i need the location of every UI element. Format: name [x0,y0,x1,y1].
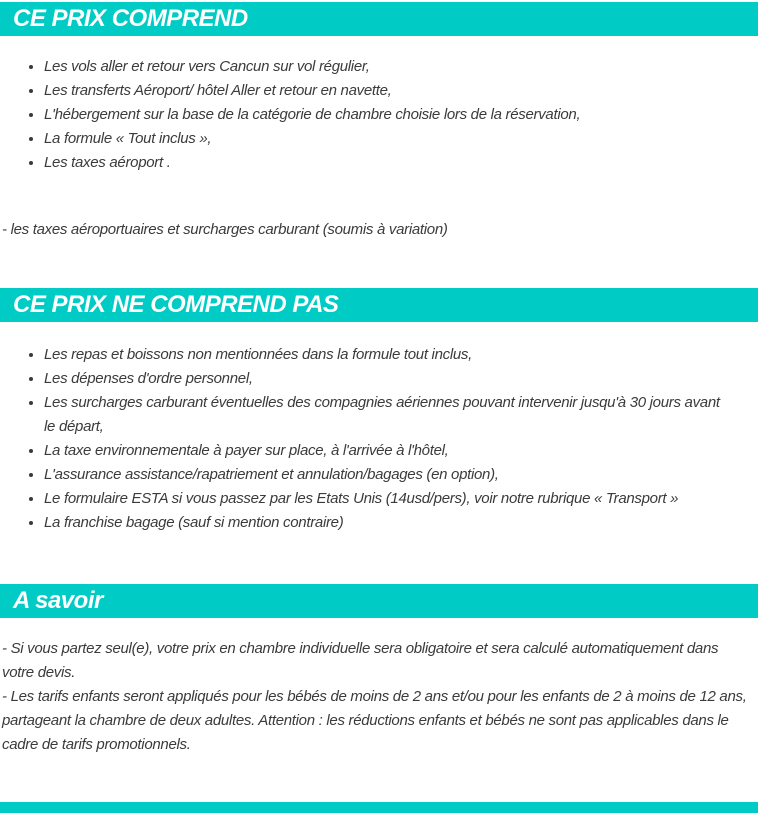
section-header-ce-prix-ne-comprend-pas [0,288,758,322]
included-items-list [0,55,758,175]
excluded-items-list [0,343,758,535]
excluded-item: • Le formulaire ESTA si vous passez par les Etats Unis (14usd/pers), voir notre rubrique « Transport » [44,487,728,511]
included-item: • L'hébergement sur la base de la catégorie de chambre choisie lors de la réservation, [44,103,728,127]
included-item: • Les taxes aéroport . [44,151,728,175]
included-item: • Les vols aller et retour vers Cancun sur vol régulier, [44,55,728,79]
section-header-ce-prix-comprend [0,2,758,36]
excluded-item: • Les surcharges carburant éventuelles des compagnies aériennes pouvant intervenir jusqu'à 30 jours avant le départ, [44,391,728,439]
section-title: CE PRIX COMPREND [13,5,248,32]
info-paragraph: - Si vous partez seul(e), votre prix en chambre individuelle sera obligatoire et sera calculé automatiquement dans votre devis. [2,640,719,681]
included-item: • Les transferts Aéroport/ hôtel Aller et retour en navette, [44,79,728,103]
next-section-header-partial [0,802,758,813]
excluded-item: • Les repas et boissons non mentionnées dans la formule tout inclus, [44,343,728,367]
excluded-item: • L'assurance assistance/rapatriement et annulation/bagages (en option), [44,463,728,487]
included-item: • La formule « Tout inclus », [44,127,728,151]
a-savoir-paragraphs [0,637,758,757]
info-paragraph: - Les tarifs enfants seront appliqués pour les bébés de moins de 2 ans et/ou pour les enfants de 2 à moins de 12 ans, partageant la chambre de deux adultes. Attention : les réductions enfants et bébés ne sont pas applicables dans le cadre de tarifs promotionnels. [2,688,747,753]
excluded-item: • La taxe environnementale à payer sur place, à l'arrivée à l'hôtel, [44,439,728,463]
excluded-item: • Les dépenses d'ordre personnel, [44,367,728,391]
airport-taxes-note: - les taxes aéroportuaires et surcharges carburant (soumis à variation) [2,221,448,238]
section-title: CE PRIX NE COMPREND PAS [13,291,339,318]
excluded-item: • La franchise bagage (sauf si mention contraire) [44,511,728,535]
section-header-a-savoir [0,584,758,618]
section-title: A savoir [13,587,103,614]
